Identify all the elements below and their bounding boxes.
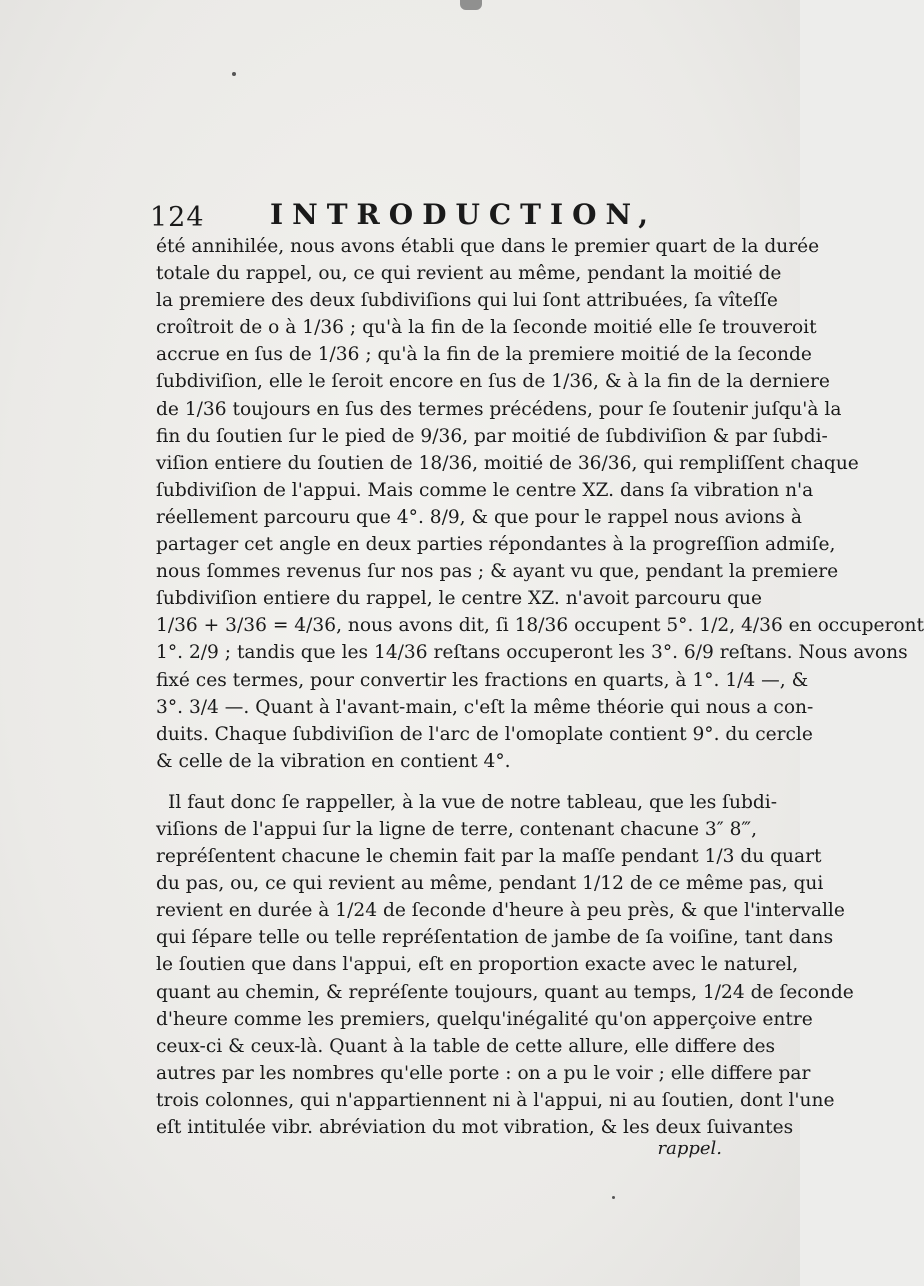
ink-stain: [460, 0, 482, 10]
speck-mark: [232, 72, 236, 76]
text-line: fixé ces termes, pour convertir les fractions en quarts, à 1°. 1/4 —, &: [156, 669, 809, 691]
text-line: ſubdiviſion de l'appui. Mais comme le centre XZ. dans ſa vibration n'a: [156, 479, 814, 501]
paragraph: [156, 789, 854, 1141]
text-line: la premiere des deux ſubdiviſions qui lui ſont attribuées, ſa vîteſſe: [156, 290, 778, 312]
paragraph-gap: [156, 775, 724, 789]
text-line: ceux-ci & ceux-là. Quant à la table de cette allure, elle differe des: [156, 1035, 776, 1057]
text-line: accrue en ſus de 1/36 ; qu'à la fin de la premiere moitié de la ſeconde: [156, 344, 812, 366]
text-line: eſt intitulée vibr. abréviation du mot vibration, & les deux ſuivantes: [156, 1117, 794, 1138]
text-line: duits. Chaque ſubdiviſion de l'arc de l'omoplate contient 9°. du cercle: [156, 723, 813, 745]
text-line: repréſentent chacune le chemin fait par la maſſe pendant 1/3 du quart: [156, 846, 822, 868]
text-line: 1/36 + 3/36 = 4/36, nous avons dit, ſi 18/36 occupent 5°. 1/2, 4/36 en occuperont: [156, 615, 924, 637]
body-text: [156, 233, 924, 1141]
text-line: été annihilée, nous avons établi que dans le premier quart de la durée: [156, 236, 820, 257]
text-line: & celle de la vibration en contient 4°.: [156, 750, 511, 772]
text-line: viſion entiere du ſoutien de 18/36, moitié de 36/36, qui rempliſſent chaque: [156, 452, 859, 474]
text-line: partager cet angle en deux parties répondantes à la progreſſion admiſe,: [156, 534, 836, 556]
text-line: qui ſépare telle ou telle repréſentation de jambe de ſa voiſine, tant dans: [156, 927, 834, 949]
text-line: Il faut donc ſe rappeller, à la vue de notre tableau, que les ſubdi-: [168, 791, 778, 813]
text-line: autres par les nombres qu'elle porte : on a pu le voir ; elle differe par: [156, 1062, 811, 1084]
text-line: fin du ſoutien ſur le pied de 9/36, par moitié de ſubdiviſion & par ſubdi-: [156, 425, 828, 447]
paragraph: [156, 233, 924, 775]
running-title: INTRODUCTION,: [270, 198, 658, 231]
text-line: quant au chemin, & repréſente toujours, quant au temps, 1/24 de ſeconde: [156, 981, 854, 1003]
text-line: de 1/36 toujours en ſus des termes précédens, pour ſe ſoutenir juſqu'à la: [156, 398, 842, 420]
text-line: revient en durée à 1/24 de ſeconde d'heure à peu près, & que l'intervalle: [156, 900, 845, 922]
text-line: totale du rappel, ou, ce qui revient au même, pendant la moitié de: [156, 263, 782, 285]
text-line: du pas, ou, ce qui revient au même, pendant 1/12 de ce même pas, qui: [156, 873, 824, 895]
text-line: réellement parcouru que 4°. 8/9, & que pour le rappel nous avions à: [156, 506, 802, 528]
text-line: viſions de l'appui ſur la ligne de terre, contenant chacune 3″ 8‴,: [156, 818, 758, 840]
text-line: d'heure comme les premiers, quelqu'inégalité qu'on apperçoive entre: [156, 1008, 813, 1030]
text-line: ſubdiviſion, elle le ſeroit encore en ſus de 1/36, & à la fin de la derniere: [156, 371, 830, 393]
text-line: le ſoutien que dans l'appui, eſt en proportion exacte avec le naturel,: [156, 954, 799, 976]
text-line: ſubdiviſion entiere du rappel, le centre XZ. n'avoit parcouru que: [156, 588, 763, 610]
text-line: trois colonnes, qui n'appartiennent ni à l'appui, ni au ſoutien, dont l'une: [156, 1089, 835, 1111]
catchword: rappel.: [657, 1138, 722, 1159]
page-header: [150, 198, 730, 238]
text-line: croîtroit de o à 1/36 ; qu'à la fin de la ſeconde moitié elle ſe trouveroit: [156, 317, 817, 339]
page-number: 124: [150, 202, 205, 233]
speck-mark: [612, 1196, 615, 1199]
text-line: 3°. 3/4 —. Quant à l'avant-main, c'eſt la même théorie qui nous a con-: [156, 696, 814, 718]
text-line: nous ſommes revenus ſur nos pas ; & ayant vu que, pendant la premiere: [156, 561, 839, 583]
text-line: 1°. 2/9 ; tandis que les 14/36 reſtans occuperont les 3°. 6/9 reſtans. Nous avons: [156, 642, 908, 664]
